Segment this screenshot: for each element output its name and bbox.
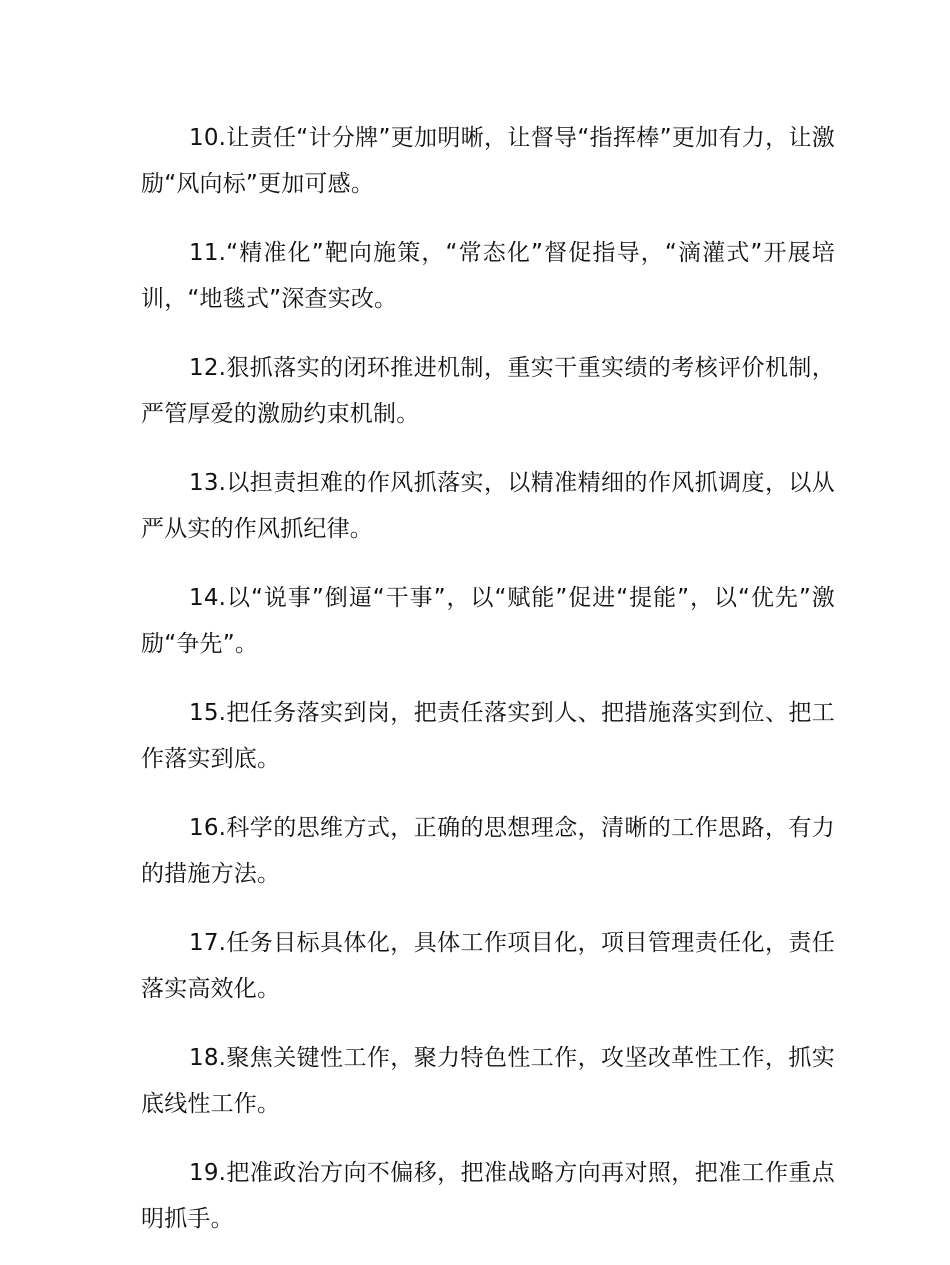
paragraph-11: 11.“精准化”靶向施策，“常态化”督促指导，“滴灌式”开展培训，“地毯式”深查实改。 [141,240,835,312]
paragraph-15: 15.把任务落实到岗，把责任落实到人、把措施落实到位、把工作落实到底。 [141,700,835,772]
paragraph-12: 12.狠抓落实的闭环推进机制，重实干重实绩的考核评价机制，严管厚爱的激励约束机制。 [141,355,835,427]
paragraph-16: 16.科学的思维方式，正确的思想理念，清晰的工作思路，有力的措施方法。 [141,815,835,887]
paragraph-17: 17.任务目标具体化，具体工作项目化，项目管理责任化，责任落实高效化。 [141,930,835,1002]
paragraph-19: 19.把准政治方向不偏移，把准战略方向再对照，把准工作重点明抓手。 [141,1160,835,1232]
document-body [141,115,835,1265]
paragraph-13: 13.以担责担难的作风抓落实，以精准精细的作风抓调度，以从严从实的作风抓纪律。 [141,470,835,542]
paragraph-14: 14.以“说事”倒逼“干事”，以“赋能”促进“提能”，以“优先”激励“争先”。 [141,585,835,657]
paragraph-18: 18.聚焦关键性工作，聚力特色性工作，攻坚改革性工作，抓实底线性工作。 [141,1045,835,1117]
paragraph-10: 10.让责任“计分牌”更加明晰，让督导“指挥棒”更加有力，让激励“风向标”更加可感。 [141,125,835,197]
